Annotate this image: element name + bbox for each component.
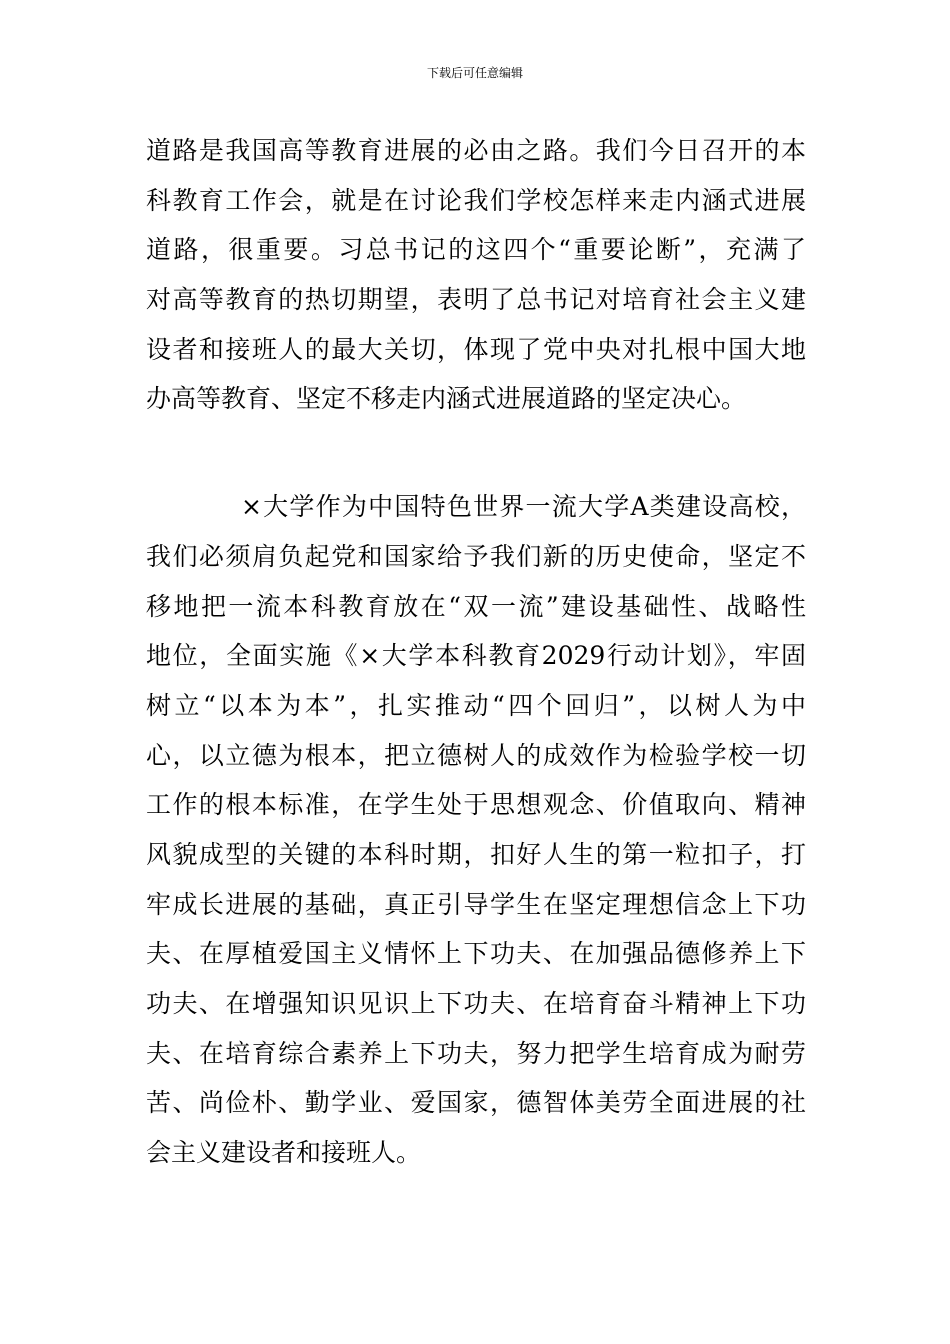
text-line: 办高等教育、坚定不移走内涵式进展道路的坚定决心。 [146, 384, 747, 414]
text-line: 科教育工作会，就是在讨论我们学校怎样来走内涵式进展 [146, 185, 806, 215]
text-line: 工作的根本标准，在学生处于思想观念、价值取向、精神 [146, 790, 806, 820]
text-line: 地位，全面实施《×大学本科教育2029行动计划》，牢固 [146, 641, 806, 671]
text-line: 苦、尚俭朴、勤学业、爱国家，德智体美劳全面进展的社 [146, 1088, 806, 1118]
document-body [146, 126, 806, 1178]
text-line: 道路，很重要。习总书记的这四个“重要论断”，充满了 [146, 235, 806, 265]
text-line: 夫、在厚植爱国主义情怀上下功夫、在加强品德修养上下 [146, 939, 806, 969]
page-header: 下载后可任意编辑 [426, 66, 523, 80]
text-line: 风貌成型的关键的本科时期，扣好人生的第一粒扣子，打 [146, 839, 806, 869]
text-line: 道路是我国高等教育进展的必由之路。我们今日召开的本 [146, 136, 806, 165]
text-line: 心，以立德为根本，把立德树人的成效作为检验学校一切 [146, 740, 806, 770]
text-line: 树立“以本为本”，扎实推动“四个回归”，以树人为中 [146, 690, 806, 720]
text-line: 对高等教育的热切期望，表明了总书记对培育社会主义建 [146, 285, 806, 315]
paragraph-spacer [146, 424, 806, 482]
text-line: 夫、在培育综合素养上下功夫，努力把学生培育成为耐劳 [146, 1038, 806, 1068]
text-line: 设者和接班人的最大关切，体现了党中央对扎根中国大地 [146, 334, 806, 364]
text-line: 功夫、在增强知识见识上下功夫、在培育奋斗精神上下功 [146, 989, 806, 1018]
text-line: ×大学作为中国特色世界一流大学A类建设高校， [241, 492, 806, 522]
text-line: 会主义建设者和接班人。 [146, 1138, 422, 1168]
text-line: 牢成长进展的基础，真正引导学生在坚定理想信念上下功 [146, 889, 806, 919]
text-line: 移地把一流本科教育放在“双一流”建设基础性、战略性 [146, 591, 806, 621]
paragraph-1 [146, 126, 806, 424]
text-line: 我们必须肩负起党和国家给予我们新的历史使命，坚定不 [146, 541, 806, 571]
paragraph-2 [146, 482, 806, 1178]
